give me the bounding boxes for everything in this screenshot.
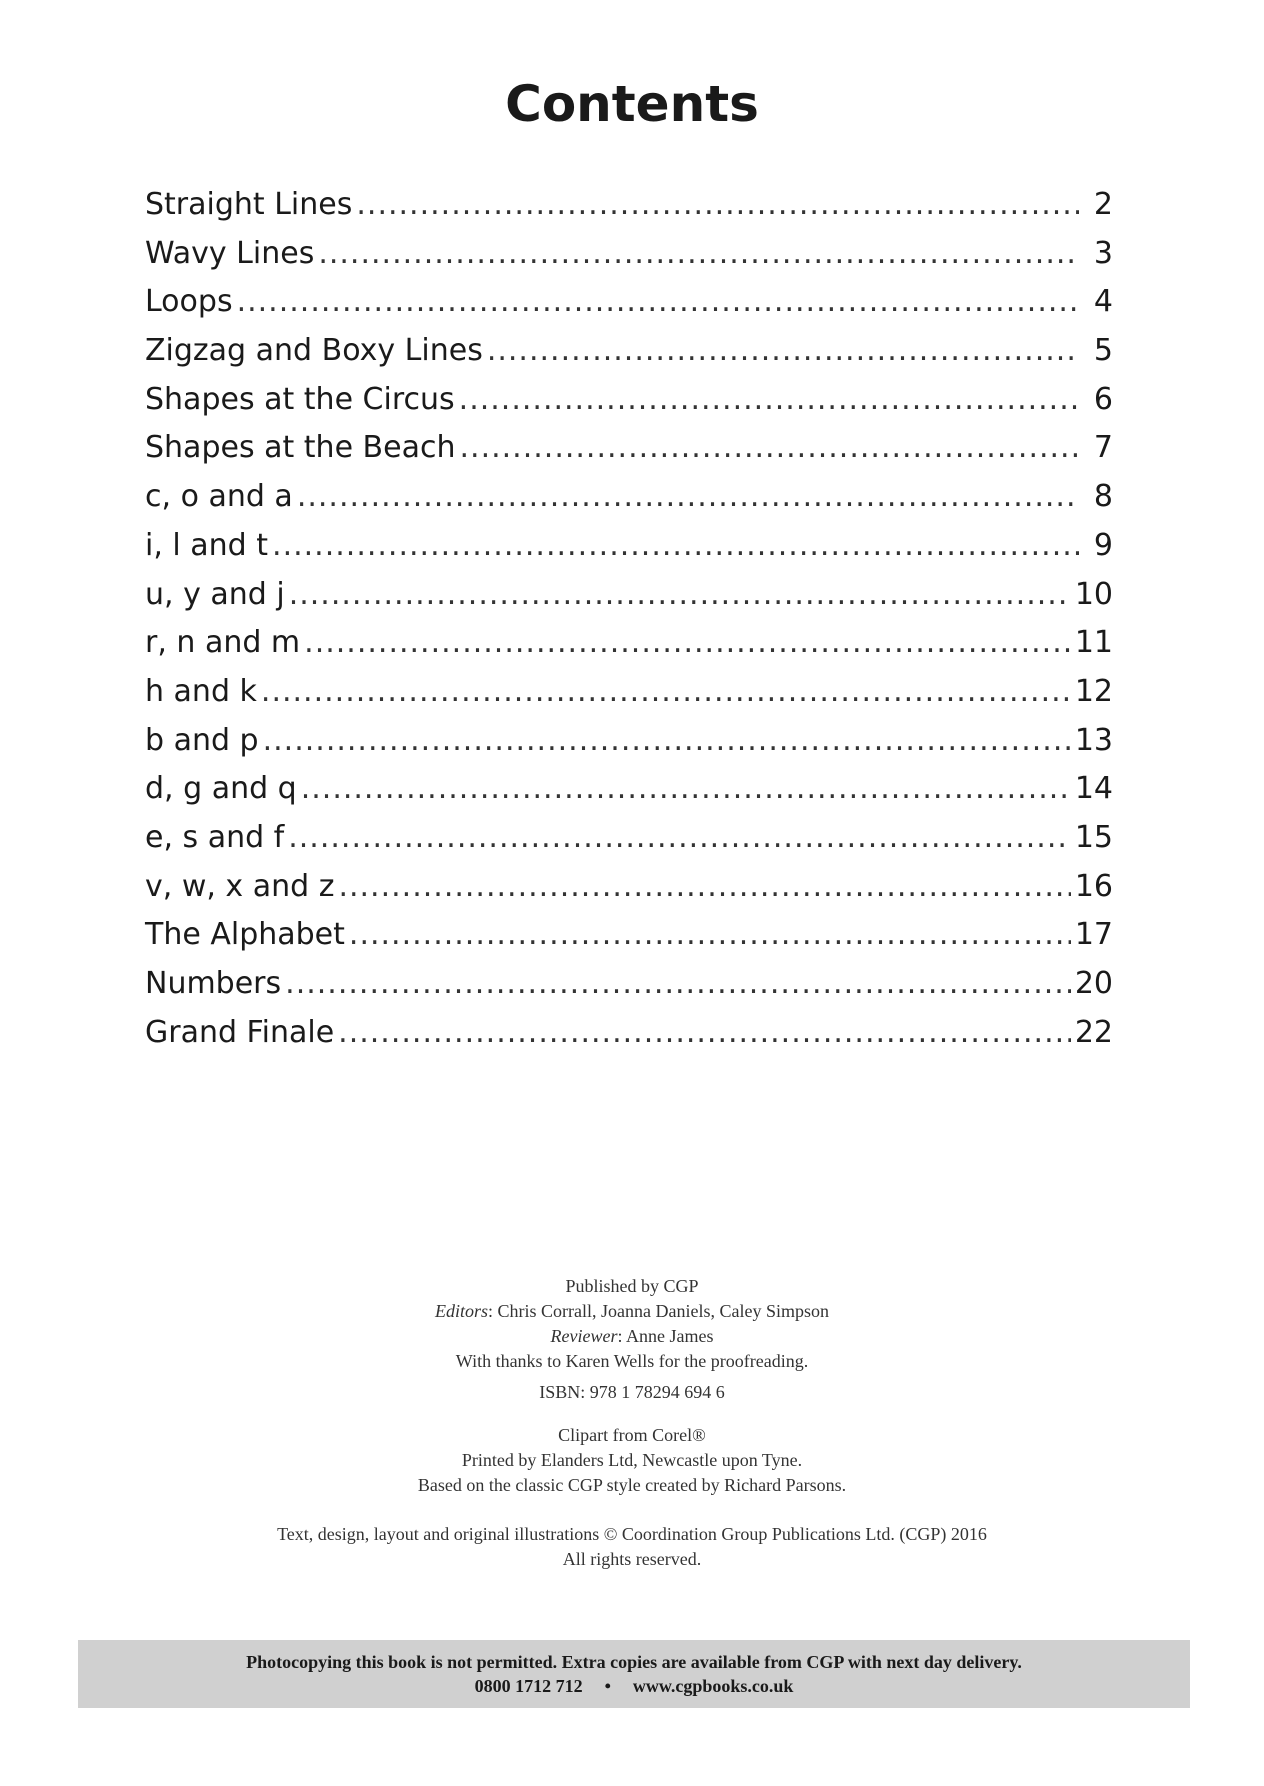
- contact-line: [78, 1674, 1190, 1698]
- toc-entry-title: Zigzag and Boxy Lines: [145, 333, 483, 369]
- dot-leader: [349, 911, 1071, 959]
- rights-line: All rights reserved.: [562, 1549, 702, 1569]
- toc-entry-page-number: 8: [1093, 479, 1113, 515]
- toc-entry-title: r, n and m: [145, 625, 301, 661]
- toc-entry-title: b and p: [145, 722, 259, 758]
- dot-leader: [289, 571, 1071, 619]
- toc-entry-page-number: 7: [1093, 430, 1113, 466]
- reviewer-line: [0, 1324, 1264, 1349]
- style-credit-line: Based on the classic CGP style created by Richard Parsons.: [417, 1475, 847, 1495]
- toc-entry: [145, 717, 1113, 766]
- toc-entry: [145, 424, 1113, 473]
- toc-entry: [145, 522, 1113, 571]
- dot-leader: [301, 765, 1071, 813]
- toc-entry-page-number: 10: [1074, 576, 1113, 612]
- toc-entry-title: u, y and j: [145, 576, 285, 612]
- thanks-line: With thanks to Karen Wells for the proofreading.: [455, 1351, 809, 1371]
- dot-leader: [272, 522, 1079, 570]
- dot-leader: [263, 717, 1071, 765]
- toc-entry-page-number: 11: [1074, 625, 1113, 661]
- toc-entry: [145, 863, 1113, 912]
- toc-entry-page-number: 22: [1074, 1014, 1113, 1050]
- toc-entry-page-number: 14: [1074, 771, 1113, 807]
- editors-label: Editors: [435, 1301, 489, 1321]
- dot-leader: [237, 278, 1079, 326]
- toc-entry-title: Shapes at the Circus: [145, 381, 455, 417]
- toc-entry-title: i, l and t: [145, 527, 269, 563]
- toc-entry-title: e, s and f: [145, 819, 285, 855]
- isbn-line: ISBN: 978 1 78294 694 6: [539, 1382, 725, 1402]
- table-of-contents: [145, 181, 1113, 1057]
- toc-entry-page-number: 4: [1093, 284, 1113, 320]
- toc-entry-title: Loops: [145, 284, 233, 320]
- toc-entry: [145, 619, 1113, 668]
- toc-entry-title: d, g and q: [145, 771, 297, 807]
- toc-entry-page-number: 15: [1074, 819, 1113, 855]
- editors-line: [0, 1299, 1264, 1324]
- editors-names: : Chris Corrall, Joanna Daniels, Caley Simpson: [488, 1301, 829, 1321]
- bullet-separator: •: [604, 1676, 611, 1696]
- toc-entry-page-number: 3: [1093, 235, 1113, 271]
- dot-leader: [460, 424, 1080, 472]
- toc-entry: [145, 571, 1113, 620]
- toc-entry-page-number: 12: [1074, 673, 1113, 709]
- dot-leader: [338, 863, 1070, 911]
- toc-entry-page-number: 6: [1093, 381, 1113, 417]
- toc-entry-title: v, w, x and z: [145, 868, 335, 904]
- toc-entry-page-number: 13: [1074, 722, 1113, 758]
- toc-entry: [145, 327, 1113, 376]
- printer-line: Printed by Elanders Ltd, Newcastle upon Tyne.: [461, 1450, 803, 1470]
- toc-entry-page-number: 20: [1074, 966, 1113, 1001]
- toc-entry: [145, 1009, 1113, 1058]
- toc-entry: [145, 473, 1113, 522]
- toc-entry-title: The Alphabet: [145, 917, 345, 953]
- dot-leader: [304, 619, 1071, 667]
- toc-entry: [145, 181, 1113, 230]
- toc-entry: [145, 911, 1113, 960]
- reviewer-name: : Anne James: [617, 1326, 714, 1346]
- website-link[interactable]: www.cgpbooks.co.uk: [632, 1676, 794, 1696]
- photocopy-notice: Photocopying this book is not permitted. Extra copies are available from CGP with next day delivery.: [246, 1652, 1022, 1672]
- toc-entry: [145, 814, 1113, 863]
- dot-leader: [297, 473, 1079, 521]
- toc-entry-title: Shapes at the Beach: [145, 430, 456, 466]
- dot-leader: [288, 814, 1071, 862]
- toc-entry: [145, 376, 1113, 425]
- credits-block: [0, 1274, 1264, 1572]
- copyright-line: Text, design, layout and original illustrations © Coordination Group Publications Ltd. (CGP) 2016: [277, 1524, 987, 1544]
- toc-entry: [145, 765, 1113, 814]
- dot-leader: [338, 1009, 1071, 1057]
- clipart-line: Clipart from Corel®: [558, 1425, 706, 1445]
- toc-entry: [145, 230, 1113, 279]
- toc-entry-title: Numbers: [145, 966, 282, 1001]
- toc-entry-title: c, o and a: [145, 479, 293, 515]
- toc-entry-page-number: 5: [1093, 333, 1113, 369]
- publisher-line: Published by CGP: [565, 1276, 699, 1296]
- dot-leader: [459, 376, 1079, 424]
- toc-entry: [145, 960, 1113, 1009]
- dot-leader: [318, 230, 1079, 278]
- dot-leader: [261, 668, 1071, 716]
- toc-entry-title: h and k: [145, 673, 257, 709]
- toc-entry: [145, 278, 1113, 327]
- toc-entry-title: Grand Finale: [145, 1014, 335, 1050]
- footer-banner: [78, 1640, 1190, 1708]
- toc-entry: [145, 668, 1113, 717]
- toc-entry-page-number: 16: [1074, 868, 1113, 904]
- dot-leader: [356, 181, 1079, 229]
- toc-entry-page-number: 2: [1093, 187, 1113, 222]
- dot-leader: [285, 960, 1071, 1008]
- toc-entry-page-number: 9: [1093, 527, 1113, 563]
- toc-entry-page-number: 17: [1074, 917, 1113, 953]
- toc-entry-title: Wavy Lines: [145, 235, 315, 271]
- toc-entry-title: Straight Lines: [145, 187, 353, 222]
- reviewer-label: Reviewer: [550, 1326, 618, 1346]
- phone-number: 0800 1712 712: [474, 1676, 583, 1696]
- dot-leader: [487, 327, 1079, 375]
- page-title: Contents: [505, 75, 759, 133]
